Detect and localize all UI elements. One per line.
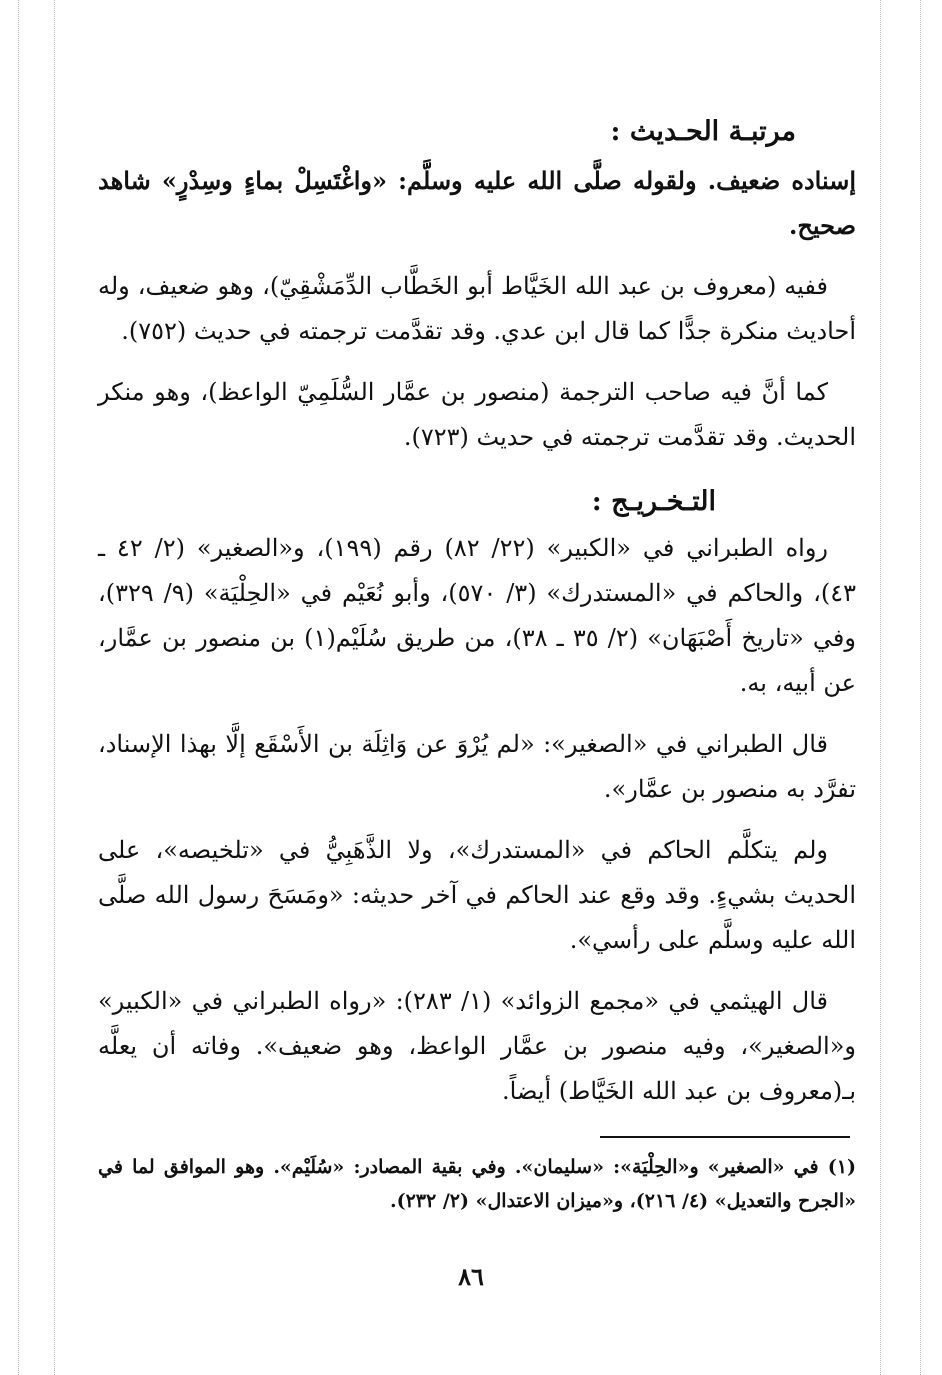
scan-guide-line: [54, 0, 55, 1375]
paragraph-tabarani-qawl: قال الطبراني في «الصغير»: «لم يُرْوَ عن وَاثِلَة بن الأَسْقَع إلَّا بهذا الإسناد، تفرَّد به منصور بن عمَّار».: [98, 730, 856, 803]
footnote: (١) في «الصغير» و«الحِلْيَة»: «سليمان». وفي بقية المصادر: «سُلَيْم». وهو الموافق لما في «الجرح والتعديل» (٤/ ٢١٦)، و«ميزان الاعتدال» (٢/ ٢٣٢).: [98, 1156, 856, 1212]
paragraph-grade-statement: إسناده ضعيف. ولقوله صلَّى الله عليه وسلَّم: «واغْتَسِلْ بماءٍ وسِدْرٍ» شاهد صحيح.: [98, 166, 856, 240]
paragraph-hakim: ولم يتكلَّم الحاكم في «المستدرك»، ولا الذَّهَبِيُّ في «تلخيصه»، على الحديث بشيءٍ. وقد وقع عند الحاكم في آخر حديثه: «ومَسَحَ رسول الله صلَّى الله عليه وسلَّم على رأسي».: [98, 836, 856, 954]
paragraph-mansur: كما أنَّ فيه صاحب الترجمة (منصور بن عمَّار السُّلَمِيّ الواعظ)، وهو منكر الحديث. وقد تقدَّمت ترجمته في حديث (٧٢٣).: [98, 378, 856, 451]
heading-hadith-grade: مرتبـة الحـديث :: [610, 116, 796, 147]
page-number: ٨٦: [458, 1262, 484, 1291]
scan-guide-line: [880, 0, 881, 1375]
main-text: [98, 110, 856, 1130]
footnote-separator: [600, 1136, 850, 1138]
paragraph-haythami: قال الهيثمي في «مجمع الزوائد» (١/ ٢٨٣): «رواه الطبراني في «الكبير» و«الصغير»، وفيه منصور بن عمَّار الواعظ، وهو ضعيف». وفاته أن يعلَّه بـ(معروف بن عبد الله الخَيَّاط) أيضاً.: [98, 987, 856, 1105]
paragraph-tabarani-riwaya: رواه الطبراني في «الكبير» (٢٢/ ٨٢) رقم (١٩٩)، و«الصغير» (٢/ ٤٢ ـ ٤٣)، والحاكم في «المستدرك» (٣/ ٥٧٠)، وأبو نُعَيْم في «الحِلْيَة» (٩/ ٣٢٩)، وفي «تاريخ أَصْبَهَان» (٢/ ٣٥ ـ ٣٨)، من طريق سُلَيْم(١) بن منصور بن عمَّار، عن أبيه، به.: [98, 534, 857, 697]
scan-guide-line: [920, 0, 921, 1375]
heading-takhrij: التـخـريـج :: [591, 486, 716, 517]
paragraph-maruf: ففيه (معروف بن عبد الله الخَيَّاط أبو الخَطَّاب الدِّمَشْقِيّ)، وهو ضعيف، وله أحاديث منكرة جدًّا كما قال ابن عدي. وقد تقدَّمت ترجمته في حديث (٧٥٢).: [98, 272, 856, 345]
scan-guide-line: [18, 0, 19, 1375]
